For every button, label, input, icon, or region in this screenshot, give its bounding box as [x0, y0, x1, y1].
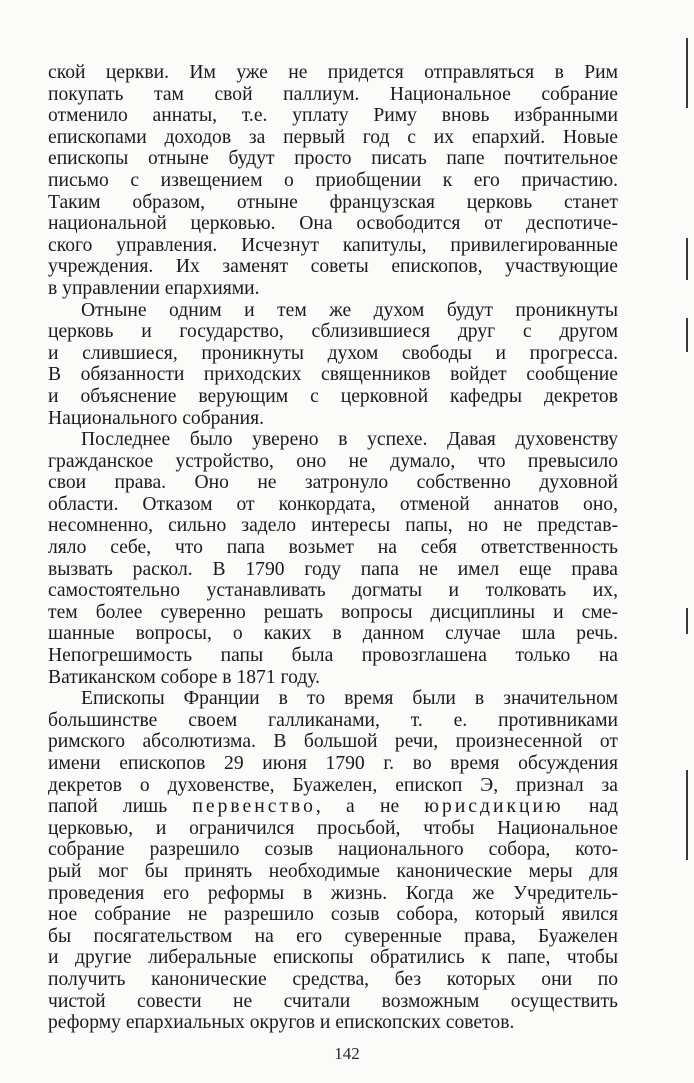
text-line: покупать там свой паллиум. Национальное собрание [48, 83, 618, 105]
text-line: области. Отказом от конкордата, отменой аннатов оно, [48, 493, 618, 515]
text-line: и другие либеральные епископы обратились к папе, чтобы [48, 947, 618, 969]
text-line: отменило аннаты, т.е. уплату Риму вновь избранными [48, 105, 618, 127]
text-line: самостоятельно устанавливать догматы и толковать их, [48, 580, 618, 602]
text-line: ляло себе, что папа возьмет на себя ответственность [48, 537, 618, 559]
text-line: церковь и государство, сблизившиеся друг с другом [48, 321, 618, 343]
paragraph [48, 429, 618, 688]
scan-edge-mark [686, 238, 688, 280]
text-line: и объяснение верующим с церковной кафедры декретов [48, 385, 618, 407]
text-line: епископы отныне будут просто писать папе почтительное [48, 148, 618, 170]
text-line: получить канонические средства, без которых они по [48, 968, 618, 990]
text-line: епископами доходов за первый год с их епархий. Новые [48, 126, 618, 148]
text-line: тем более суверенно решать вопросы дисциплины и сме- [48, 601, 618, 623]
text-line: церковью, и ограничился просьбой, чтобы Национальное [48, 817, 618, 839]
text-line: декретов о духовенстве, Буажелен, епископ Э, признал за [48, 774, 618, 796]
text-line: несомненно, сильно задело интересы папы, но не представ- [48, 515, 618, 537]
text-line: ского управления. Исчезнут капитулы, привилегированные [48, 234, 618, 256]
scan-edge-mark [686, 38, 688, 108]
paragraph [48, 62, 618, 300]
page-number: 142 [334, 1044, 360, 1063]
body-text [48, 62, 618, 1034]
text-line: Непогрешимость папы была провозглашена только на [48, 645, 618, 667]
text-line: собрание разрешило созыв национального собора, кото- [48, 839, 618, 861]
text-line: шанные вопросы, о каких в данном случае шла речь. [48, 623, 618, 645]
text-line: рый мог бы принять необходимые канонические меры для [48, 860, 618, 882]
text-line: гражданское устройство, оно не думало, что превысило [48, 450, 618, 472]
text-line: В обязанности приходских священников войдет сообщение [48, 364, 618, 386]
text-line: национальной церковью. Она освободится от деспотиче- [48, 213, 618, 235]
paragraph [48, 300, 618, 430]
text-line: римского абсолютизма. В большой речи, произнесенной от [48, 731, 618, 753]
scan-edge-mark [686, 608, 688, 634]
text-line: реформу епархиальных округов и епископских советов. [48, 1012, 515, 1034]
text-line: и слившиеся, проникнуты духом свободы и прогресса. [48, 342, 618, 364]
text-line: большинстве своем галликанами, т. е. противниками [48, 709, 618, 731]
text-line: ное собрание не разрешило созыв собора, который явился [48, 904, 618, 926]
text-line: чистой совести не считали возможным осуществить [48, 990, 618, 1012]
text-line: в управлении епархиями. [48, 277, 260, 299]
text-line: Ватиканском соборе в 1871 году. [48, 666, 321, 688]
text-line: папой лишь первенство, а не юрисдикцию над [48, 796, 618, 818]
text-line: Последнее было уверено в успехе. Давая духовенству [81, 429, 618, 451]
emphasized-word: первенство [192, 796, 316, 818]
scan-edge-mark [686, 318, 688, 352]
text-line: бы посягательством на его суверенные права, Буажелен [48, 925, 618, 947]
scan-edge-mark [686, 770, 688, 860]
text-line: учреждения. Их заменят советы епископов, участвующие [48, 256, 618, 278]
text-line: проведения его реформы в жизнь. Когда же Учредитель- [48, 882, 618, 904]
text-line: имени епископов 29 июня 1790 г. во время обсуждения [48, 753, 618, 774]
text-line: свои права. Оно не затронуло собственно духовной [48, 472, 618, 494]
paragraph [48, 688, 618, 1034]
text-line: Таким образом, отныне французская церковь станет [48, 191, 618, 213]
text-line: Епископы Франции в то время были в значительном [81, 688, 618, 710]
text-line: ской церкви. Им уже не придется отправляться в Рим [48, 62, 618, 83]
text-line: письмо с извещением о приобщении к его причастию. [48, 169, 618, 191]
text-line: Национального собрания. [48, 407, 265, 429]
text-line: Отныне одним и тем же духом будут проникнуты [81, 299, 618, 321]
text-line: вызвать раскол. В 1790 году папа не имел еще права [48, 558, 618, 580]
emphasized-word: юрисдикцию [424, 796, 564, 818]
